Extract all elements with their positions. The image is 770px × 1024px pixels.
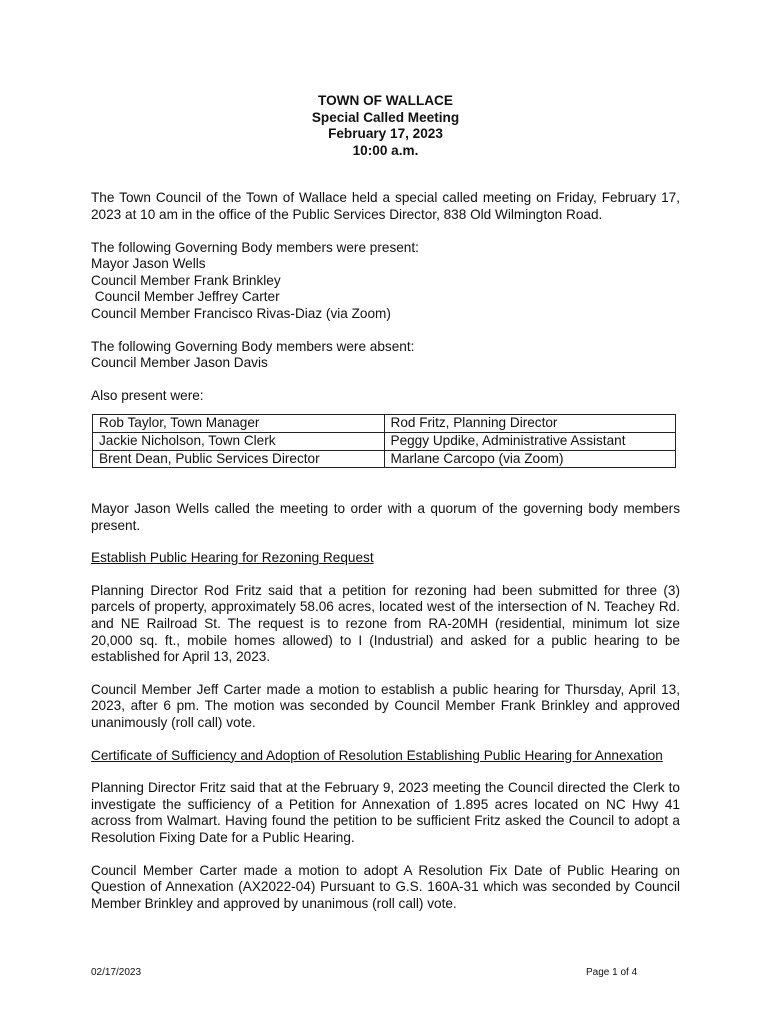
table-row — [93, 415, 676, 433]
rezoning-motion-paragraph: Council Member Jeff Carter made a motion to establish a public hearing for Thursday, April 13, 2023, after 6 pm. The motion was seconded by Council Member Frank Brinkley and approved unanimously (roll call) vote. — [91, 681, 680, 731]
present-member: Council Member Jeffrey Carter — [91, 289, 280, 305]
table-cell: Brent Dean, Public Services Director — [93, 450, 385, 468]
call-to-order-paragraph: Mayor Jason Wells called the meeting to order with a quorum of the governing body members present. — [91, 501, 680, 533]
present-member: Council Member Francisco Rivas-Diaz (via Zoom) — [91, 305, 391, 321]
present-label: The following Governing Body members were present: — [91, 239, 419, 255]
heading-meeting-type: Special Called Meeting — [311, 109, 460, 125]
section-title-annexation: Certificate of Sufficiency and Adoption of Resolution Establishing Public Hearing for Annexation — [91, 747, 663, 763]
heading-date: February 17, 2023 — [328, 126, 443, 142]
staff-table — [92, 414, 676, 468]
absent-member: Council Member Jason Davis — [91, 355, 268, 371]
footer-date: 02/17/2023 — [91, 967, 142, 978]
table-row — [93, 432, 676, 450]
rezoning-paragraph: Planning Director Rod Fritz said that a petition for rezoning had been submitted for three (3) parcels of property, approximately 58.06 acres, located west of the intersection of N. Teachey Rd. and NE Railroad St. The request is to rezone from RA-20MH (residential, minimum lot size 20,000 sq. ft., mobile homes allowed) to I (Industrial) and asked for a public hearing to be established for April 13, 2023. — [91, 582, 680, 665]
absent-label: The following Governing Body members were absent: — [91, 338, 415, 354]
present-member: Council Member Frank Brinkley — [91, 272, 281, 288]
document-heading — [91, 93, 680, 159]
footer-page-number: Page 1 of 4 — [586, 967, 638, 978]
heading-time: 10:00 a.m. — [352, 142, 419, 158]
annexation-paragraph: Planning Director Fritz said that at the February 9, 2023 meeting the Council directed the Clerk to investigate the sufficiency of a Petition for Annexation of 1.895 acres located on NC Hwy 41 across from Walmart. Having found the petition to be sufficient Fritz asked the Council to adopt a Resolution Fixing Date for a Public Hearing. — [91, 780, 680, 845]
intro-paragraph: The Town Council of the Town of Wallace held a special called meeting on Friday, February 17, 2023 at 10 am in the office of the Public Services Director, 838 Old Wilmington Road. — [91, 190, 680, 222]
document-body — [91, 93, 680, 912]
table-cell: Jackie Nicholson, Town Clerk — [93, 432, 385, 450]
table-row — [93, 450, 676, 468]
absent-block — [91, 339, 680, 372]
table-cell: Rod Fritz, Planning Director — [384, 415, 676, 433]
table-cell: Marlane Carcopo (via Zoom) — [384, 450, 676, 468]
section-title-rezoning: Establish Public Hearing for Rezoning Request — [91, 550, 374, 566]
also-present-label: Also present were: — [91, 387, 204, 403]
present-member: Mayor Jason Wells — [91, 256, 206, 272]
present-block — [91, 240, 680, 323]
annexation-motion-paragraph: Council Member Carter made a motion to adopt A Resolution Fix Date of Public Hearing on Question of Annexation (AX2022-04) Pursuant to G.S. 160A-31 which was seconded by Council Member Brinkley and approved by unanimous (roll call) vote. — [91, 862, 680, 911]
table-cell: Rob Taylor, Town Manager — [93, 415, 385, 433]
table-cell: Peggy Updike, Administrative Assistant — [384, 432, 676, 450]
heading-town: TOWN OF WALLACE — [318, 93, 453, 108]
